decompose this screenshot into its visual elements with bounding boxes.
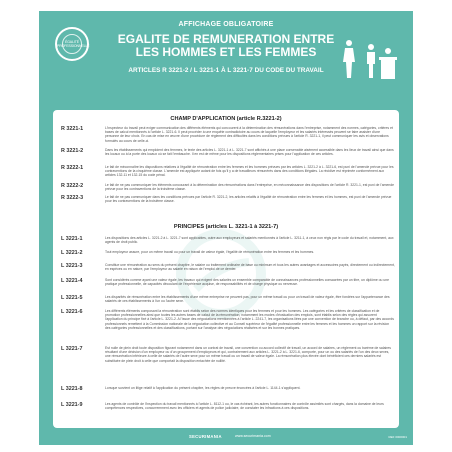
reference-number: REF 0000001: [388, 435, 407, 439]
article-code: L 3221-4: [61, 278, 83, 284]
article-text: L'inspecteur du travail peut exiger communication des différents éléments qui concourent à la détermination des rémunérations dans l'entreprise, notamment des normes, catégories, critères et bases de calcul mentionnés à l'article L. 3221-6. Il peut procéder à une enquête contradictoire au cours de laquelle l'employeur et les salariés intéressés peuvent se faire assister d'une personne de leur choix. En cas de mise en œuvre d'une procédure de règlement des difficultés dans les conditions prévues à l'article R. 3221-1, il peut communiquer les avis et observations formulés au cours de celle-ci.: [105, 126, 393, 143]
poster-header: [39, 11, 413, 106]
article-text: Tout employeur assure, pour un même travail ou pour un travail de valeur égale, l'égalité de rémunération entre les femmes et les hommes.: [105, 250, 315, 254]
article-text: Lorsque survient un litige relatif à l'application du présent chapitre, les règles de preuve énoncées à l'article L. 1144-1 s'appliquent.: [105, 386, 301, 390]
workers-illustration-icon: [333, 37, 403, 81]
article-code: R 3221-1: [61, 126, 84, 132]
article-code: L 3221-5: [61, 295, 83, 301]
article-text: Les différents éléments composant la rémunération sont établis selon des normes identiques pour les femmes et pour les hommes. Les catégories et les critères de classification et de promotion professionnelles ainsi que toutes les autres bases de calcul de la rémunération, notamment les modes d'évaluation des emplois, sont établis selon des règles qui assurent l'application du principe fixé à l'article L. 3221-2. A l'issue des négociations mentionnées à l'article L. 2241-7, les organisations liées par une convention de branche ou, à défaut, par des accords professionnels remettent à la Commission nationale de la négociation collective et au Conseil supérieur de l'égalité professionnelle entre les femmes et les hommes un rapport sur la révision des catégories professionnelles et des classifications, portant sur l'analyse des négociations réalisées et sur les bonnes pratiques.: [105, 309, 394, 330]
article-code: L 3221-9: [61, 402, 83, 408]
article-text: Dans les établissements qui emploient des femmes, le texte des articles L. 3221-1 à L. 3221-7 sont affichés à une place convenable aisément accessible dans les lieux de travail ainsi que dans les locaux ou à la porte des locaux où se fait l'embauche. Il en est de même pour les dispositions réglementaires prises pour l'application de ces articles.: [105, 148, 394, 157]
section-title-principles: PRINCIPES (articles L. 3221-1 à 3221-7): [173, 224, 279, 230]
article-code: R 3222-2: [61, 183, 84, 189]
mandatory-display-label: AFFICHAGE OBLIGATOIRE: [178, 21, 274, 28]
content-panel: [53, 110, 399, 428]
seal-text: ÉGALITÉ PROFESSIONNELLE: [57, 40, 90, 48]
article-code: R 3221-2: [61, 148, 84, 154]
article-text: Constitue une rémunération au sens du présent chapitre, le salaire ou traitement ordinaire de base ou minimum et tous les autres avantages et accessoires payés, directement ou indirectement, en espèces ou en nature, par l'employeur au salarié en raison de l'emploi de ce dernier.: [105, 263, 395, 272]
section-title-scope: CHAMP D'APPLICATION (article R.3221-2): [170, 116, 282, 122]
article-text: Les disparités de rémunération entre les établissements d'une même entreprise ne peuvent pas, pour un même travail ou pour un travail de valeur égale, être fondées sur l'appartenance des salariés de ces établissements à l'un ou l'autre sexe.: [105, 295, 390, 304]
article-code: L 3221-6: [61, 309, 83, 315]
poster-footer: [39, 431, 413, 445]
article-code: R 3222-3: [61, 195, 84, 201]
poster-title-line1: EGALITE DE REMUNERATION ENTRE: [117, 32, 335, 46]
article-text: Le fait de ne pas communiquer les éléments concourant à la détermination des rémunérations dans l'entreprise, en méconnaissance des dispositions de l'article R. 3221-1, est puni de l'amende prévue pour les contraventions de la troisième classe.: [105, 183, 394, 192]
article-text: Les dispositions des articles L. 3221-2 à L. 3221-7 sont applicables, outre aux employeurs et salariés mentionnés à l'article L. 3211-1, à ceux non régis par le code du travail et, notamment, aux agents de droit public.: [105, 236, 394, 245]
article-code: L 3221-1: [61, 236, 83, 242]
article-text: Le fait de méconnaître les dispositions relatives à l'égalité de rémunération entre les femmes et les hommes prévues par les articles L. 3221-2 à L. 3221-6, est puni de l'amende prévue pour les contraventions de la cinquième classe. L'amende est appliquée autant de fois qu'il y a de travailleurs rémunérés dans des conditions illégales. La récidive est réprimée conformément aux articles 132-11 et 132-15 du code pénal.: [105, 165, 394, 178]
poster-title-line2: LES HOMMES ET LES FEMMES: [135, 45, 317, 59]
poster-subtitle: ARTICLES R 3221-2 / L 3221-1 À L 3221-7 DU CODE DU TRAVAIL: [128, 67, 324, 74]
article-text: Les agents de contrôle de l'inspection du travail mentionnés à l'article L. 8112-1 ou, le cas échéant, les autres fonctionnaires de contrôle assimilés sont chargés, dans la domaine de leurs compétences respectives, concurremment avec les officiers et agents de police judiciaire, de constater les infractions à ces dispositions.: [105, 402, 384, 411]
brand-url: www.securimania.com: [235, 434, 271, 439]
article-text: Le fait de ne pas communiquer dans les conditions prévues par l'article R. 3221-2, les articles relatifs à l'égalité de rémunération entre les femmes et les hommes, est puni de l'amende prévue pour les contraventions de la troisième classe.: [105, 195, 392, 204]
brand-name: SECURIMANIA: [189, 434, 222, 439]
article-code: L 3221-8: [61, 386, 83, 392]
article-code: R 3222-1: [61, 165, 84, 171]
article-text: Sont considérés comme ayant une valeur égale, les travaux qui exigent des salariés un ensemble comparable de connaissances professionnelles consacrées par un titre, un diplôme ou une pratique professionnelle, de capacités découlant de l'expérience acquise, de responsabilités et de charge physique ou nerveuse.: [105, 278, 390, 287]
poster: [39, 11, 413, 445]
article-code: L 3221-7: [61, 346, 83, 352]
article-code: L 3221-3: [61, 263, 83, 269]
article-code: L 3221-2: [61, 250, 83, 256]
article-text: Est nulle de plein droit toute disposition figurant notamment dans un contrat de travail, une convention ou accord collectif de travail, un accord de salaires, un règlement ou barème de salaires résultant d'une décision d'un employeur ou d'un groupement d'employeurs et qui, contrairement aux articles L. 3221-2 à L. 3221-6, comporte, pour un ou des salariés de l'un des deux sexes, une rémunération inférieure à celle de salariés de l'autre sexe pour un même travail ou un travail de valeur égale. La rémunération plus élevée dont bénéficient ces derniers salariés est substituée de plein droit à celle que comportait la disposition entachée de nullité.: [105, 346, 391, 363]
